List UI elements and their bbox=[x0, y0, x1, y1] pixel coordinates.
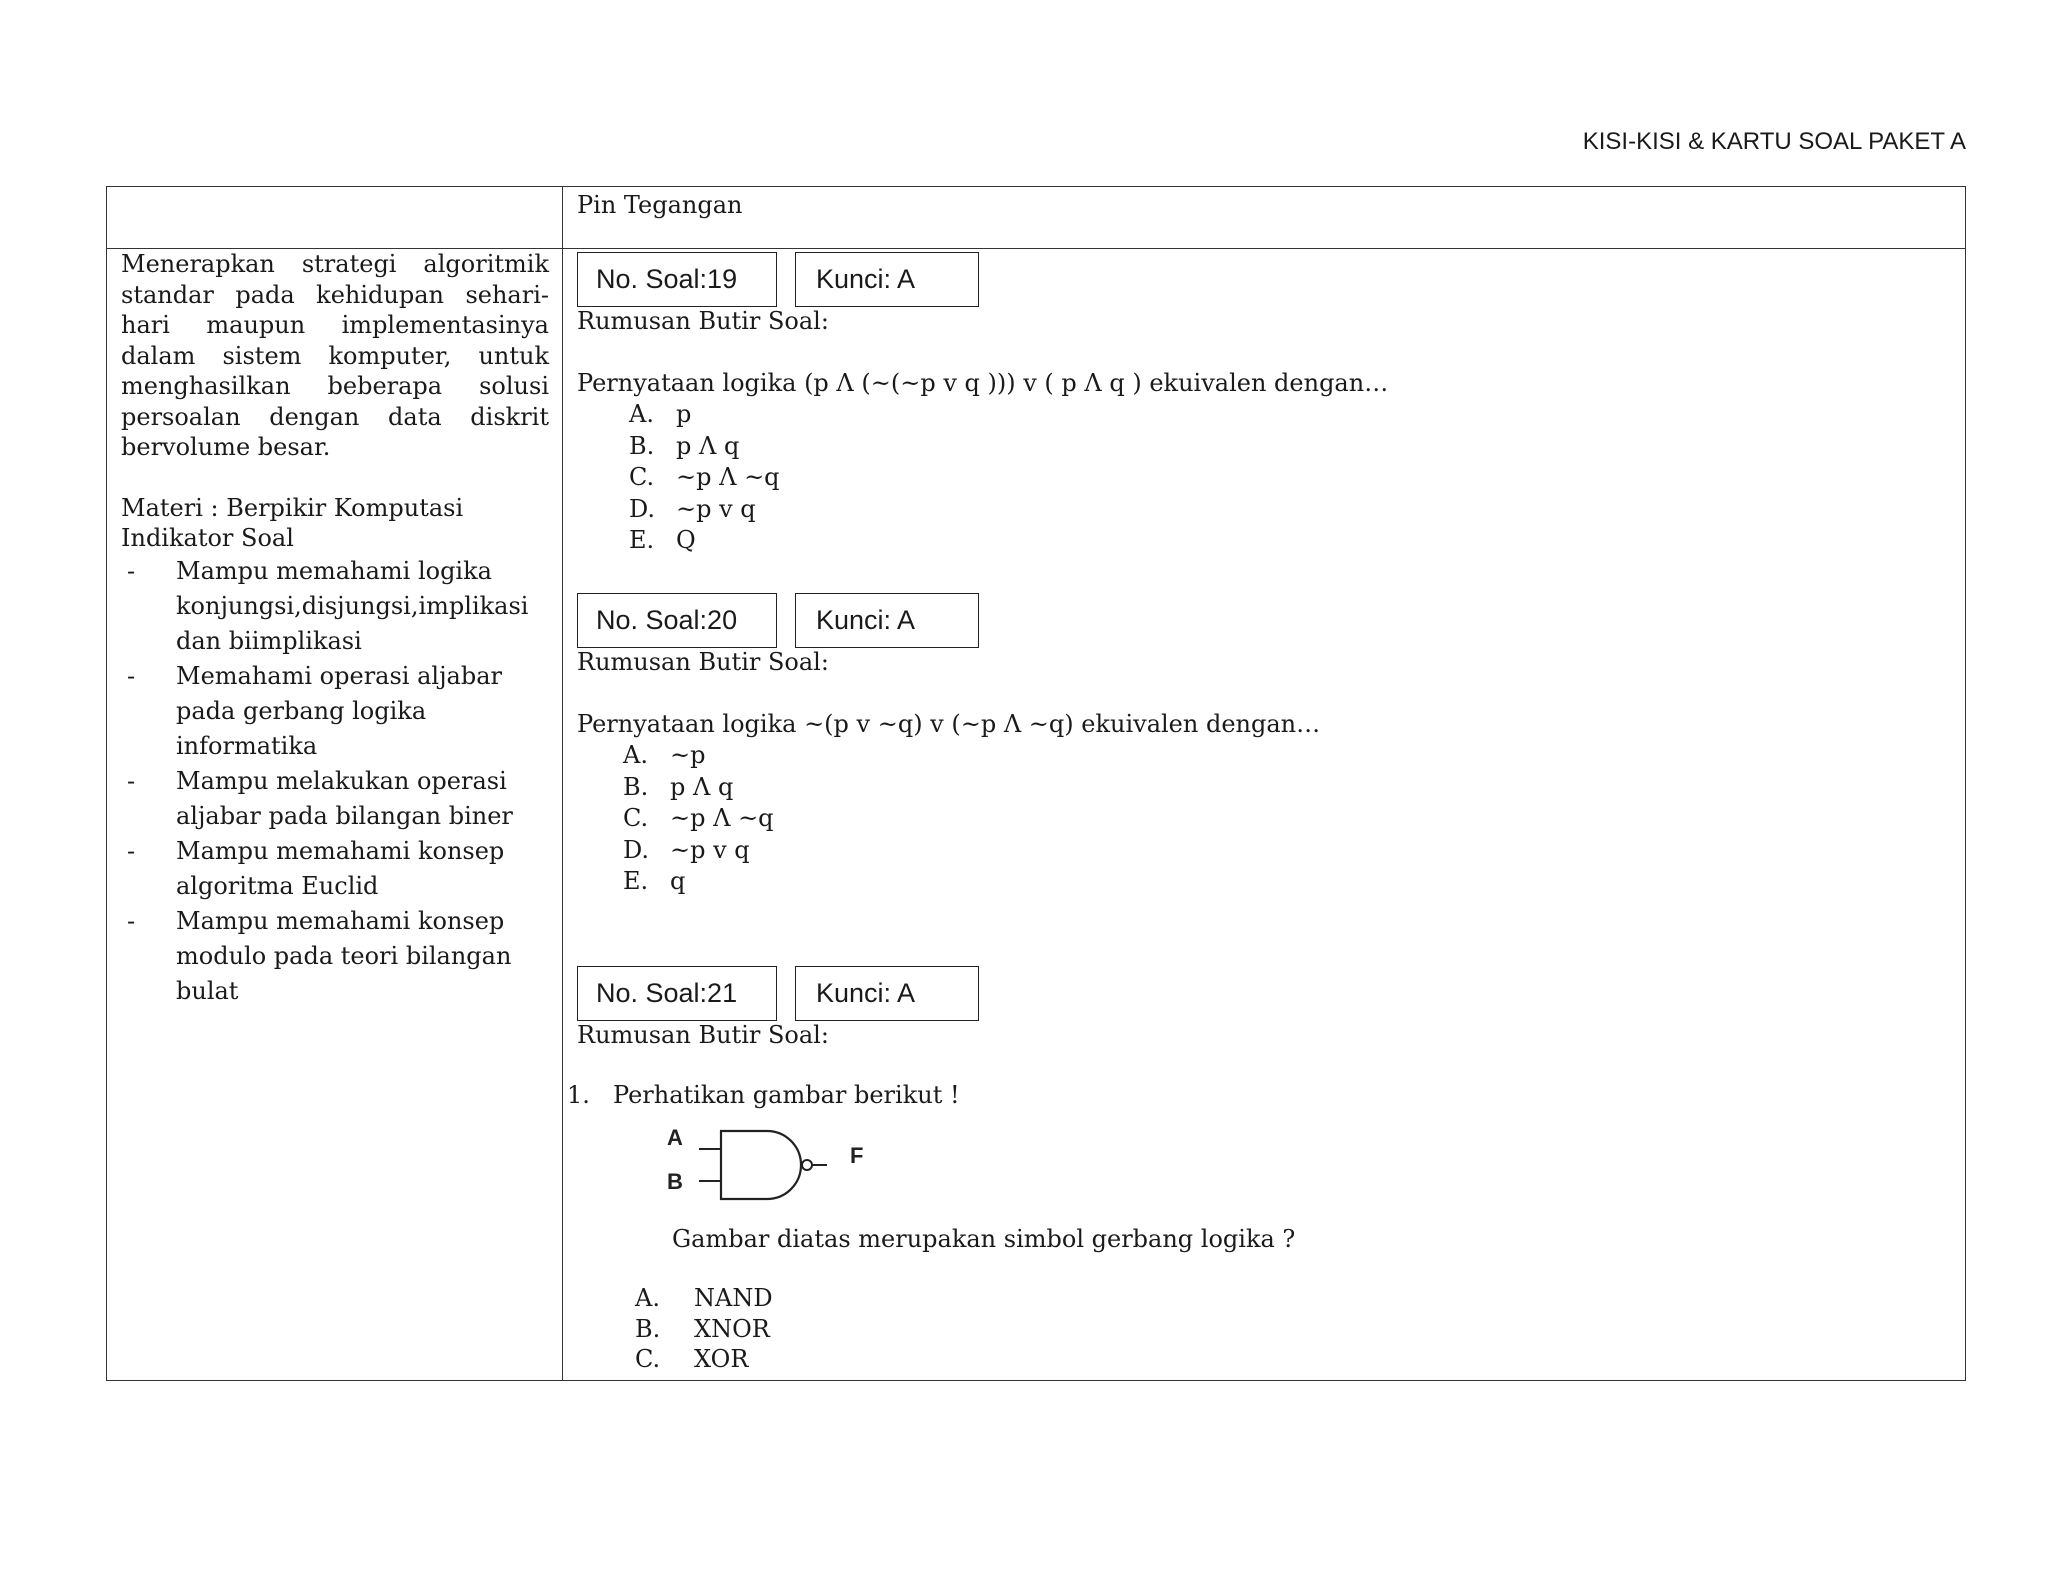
indicator-item: - Mampu memahami konsep modulo pada teori bilangan bulat bbox=[127, 906, 512, 1005]
indicator-item: - Mampu memahami konsep algoritma Euclid bbox=[127, 836, 505, 900]
gate-question: Gambar diatas merupakan simbol gerbang logika ? bbox=[672, 1225, 1296, 1253]
indikator-title: Indikator Soal bbox=[121, 524, 294, 552]
top-row-text: Pin Tegangan bbox=[577, 191, 743, 219]
question-statement: Pernyataan logika (p Λ (~(~p v q ))) v ( p Λ q ) ekuivalen dengan… bbox=[577, 369, 1389, 397]
page-header-title: KISI-KISI & KARTU SOAL PAKET A bbox=[1582, 128, 1966, 155]
left-column bbox=[121, 249, 549, 1009]
indicator-list bbox=[121, 554, 549, 1009]
question-card-table bbox=[106, 186, 1966, 1381]
question-number-box: No. Soal:19 bbox=[577, 252, 777, 307]
indicator-item: - Memahami operasi aljabar pada gerbang logika informatika bbox=[127, 661, 502, 760]
column-divider bbox=[562, 187, 563, 1380]
inversion-bubble bbox=[802, 1160, 812, 1170]
option-item: D. ~p v q bbox=[623, 835, 750, 864]
output-label: F bbox=[850, 1143, 864, 1168]
option-item: B. p Λ q bbox=[623, 772, 734, 801]
competency-text: Menerapkan strategi algoritmik standar pada kehidupan sehari-hari maupun implementasinya dalam sistem komputer, untuk menghasilkan beberapa solusi persoalan dengan data diskrit bervolume besar. bbox=[121, 250, 549, 461]
option-item: B. p Λ q bbox=[629, 431, 740, 460]
nand-gate-figure bbox=[657, 1123, 897, 1209]
option-item: A. NAND bbox=[635, 1284, 773, 1312]
rumusan-label: Rumusan Butir Soal: bbox=[577, 648, 829, 676]
materi-label: Materi : Berpikir Komputasi bbox=[121, 493, 464, 522]
indicator-item: - Mampu melakukan operasi aljabar pada bilangan biner bbox=[127, 766, 513, 830]
question-statement: Pernyataan logika ~(p v ~q) v (~p Λ ~q) ekuivalen dengan… bbox=[577, 710, 1321, 738]
rumusan-label: Rumusan Butir Soal: bbox=[577, 307, 829, 335]
option-list bbox=[577, 740, 1947, 898]
option-item: A. p bbox=[629, 400, 692, 428]
option-item: C. XOR bbox=[635, 1345, 749, 1373]
option-item: E. Q bbox=[629, 526, 696, 554]
option-list bbox=[577, 1283, 1947, 1375]
question-20 bbox=[577, 590, 1947, 898]
question-instruction: 1. Perhatikan gambar berikut ! bbox=[567, 1081, 960, 1109]
option-list bbox=[577, 399, 1947, 557]
option-item: B. XNOR bbox=[635, 1314, 770, 1343]
gate-body bbox=[721, 1131, 801, 1199]
answer-key-box: Kunci: A bbox=[795, 966, 979, 1021]
option-item: C. ~p Λ ~q bbox=[629, 463, 780, 491]
answer-key-box: Kunci: A bbox=[795, 593, 979, 648]
question-number-box: No. Soal:20 bbox=[577, 593, 777, 648]
indicator-item: - Mampu memahami logika konjungsi,disjungsi,implikasi dan biimplikasi bbox=[127, 556, 529, 655]
question-19 bbox=[577, 249, 1947, 557]
option-item: C. ~p Λ ~q bbox=[623, 804, 774, 832]
question-number-box: No. Soal:21 bbox=[577, 966, 777, 1021]
question-21 bbox=[567, 963, 1947, 1375]
option-item: D. ~p v q bbox=[629, 494, 756, 523]
option-item: A. ~p bbox=[623, 741, 706, 769]
input-a-label: A bbox=[667, 1125, 683, 1150]
option-item: E. q bbox=[623, 867, 686, 895]
input-b-label: B bbox=[667, 1169, 683, 1194]
answer-key-box: Kunci: A bbox=[795, 252, 979, 307]
rumusan-label: Rumusan Butir Soal: bbox=[577, 1021, 829, 1049]
